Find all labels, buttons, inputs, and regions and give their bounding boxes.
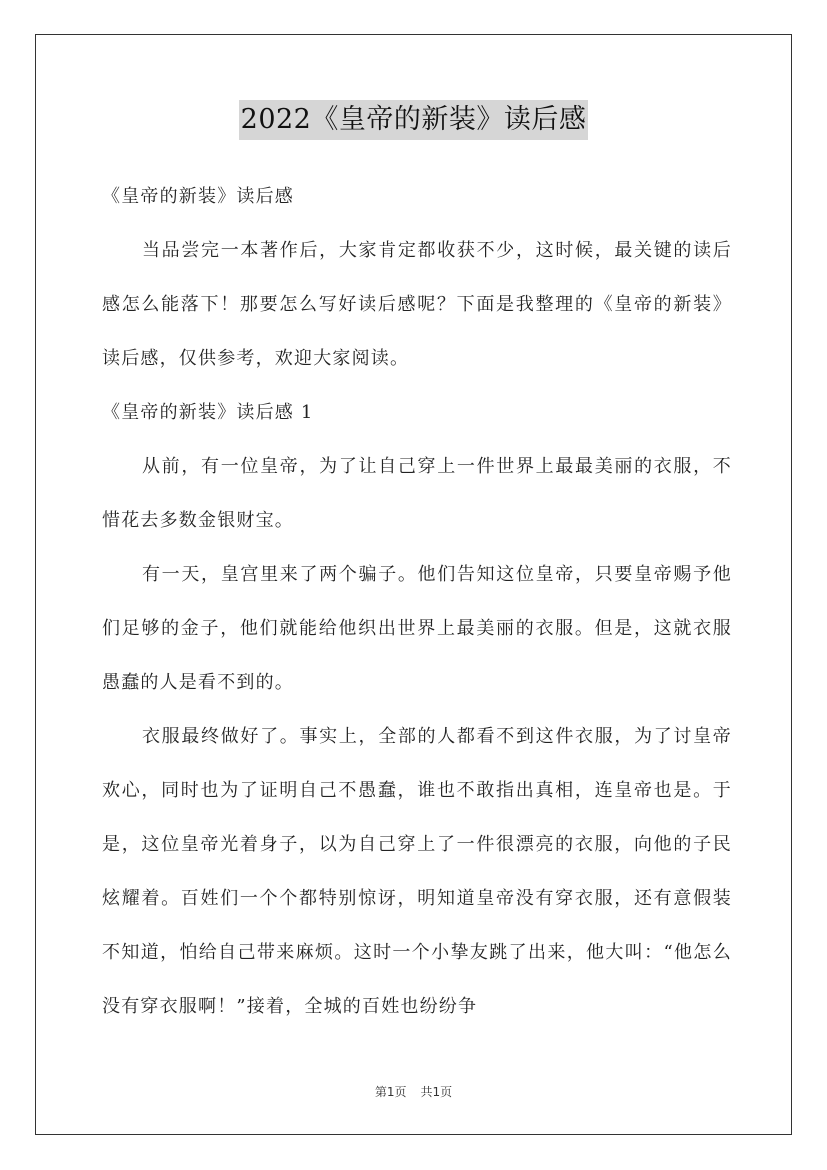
paragraph: 有一天，皇宫里来了两个骗子。他们告知这位皇帝，只要皇帝赐予他们足够的金子，他们就能给他织出世界上最美丽的衣服。但是，这就衣服愚蠢的人是看不到的。	[102, 564, 732, 693]
document-body	[102, 170, 732, 1034]
page-total: 共1页	[420, 1085, 453, 1099]
document-title-text: 2022《皇帝的新装》读后感	[239, 100, 589, 140]
section-heading: 《皇帝的新装》读后感	[102, 186, 294, 207]
paragraph: 从前，有一位皇帝，为了让自己穿上一件世界上最最美丽的衣服，不惜花去多数金银财宝。	[102, 456, 732, 531]
paragraph: 当品尝完一本著作后，大家肯定都收获不少，这时候，最关键的读后感怎么能落下！那要怎么写好读后感呢？下面是我整理的《皇帝的新装》读后感，仅供参考，欢迎大家阅读。	[102, 240, 732, 369]
page-number: 第1页	[374, 1085, 407, 1099]
paragraph: 衣服最终做好了。事实上，全部的人都看不到这件衣服，为了讨皇帝欢心，同时也为了证明自己不愚蠢，谁也不敢指出真相，连皇帝也是。于是，这位皇帝光着身子，以为自己穿上了一件很漂亮的衣服，向他的子民炫耀着。百姓们一个个都特别惊讶，明知道皇帝没有穿衣服，还有意假装不知道，怕给自己带来麻烦。这时一个小挚友跳了出来，他大叫：“他怎么没有穿衣服啊！”接着，全城的百姓也纷纷争	[102, 726, 732, 1017]
document-title	[0, 100, 827, 140]
page-footer	[0, 1083, 827, 1100]
section-heading: 《皇帝的新装》读后感 1	[102, 402, 314, 423]
